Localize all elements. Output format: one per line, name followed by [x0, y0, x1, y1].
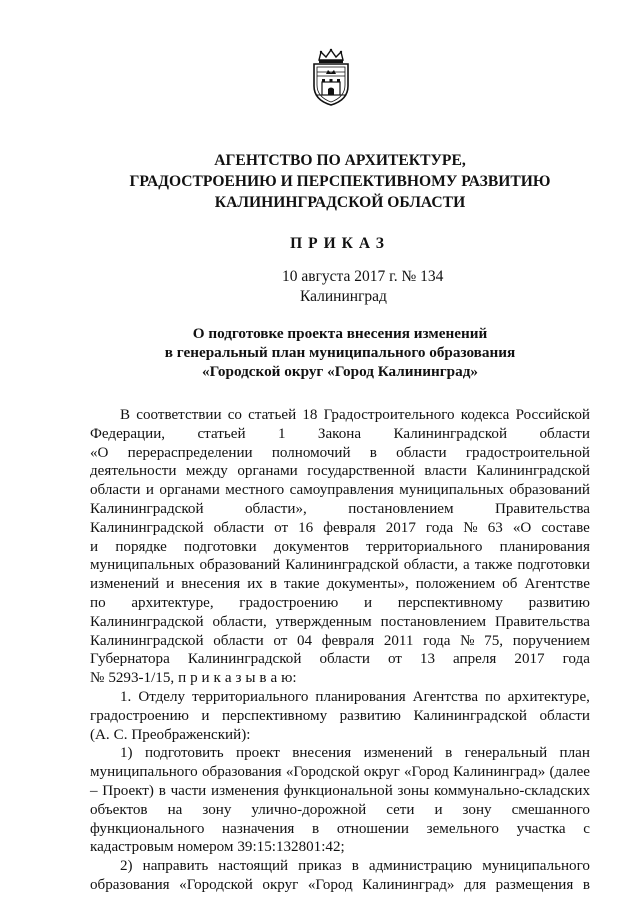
document-city: Калининград	[300, 288, 387, 305]
body-line: функционального назначения в отношении земельного участка с	[90, 820, 590, 837]
body-line: Калининградской области от 04 февраля 2011 года № 75, поручением	[90, 632, 590, 649]
body-line: Федерации, статьей 1 Закона Калининградской области	[90, 425, 590, 442]
body-line: (А. С. Преображенский):	[90, 726, 251, 743]
body-line: Калининградской области от 16 февраля 2017 года № 63 «О составе	[90, 519, 590, 536]
title-line: в генеральный план муниципального образования	[164, 344, 516, 361]
body-line: Калининградской области», постановлением Правительства	[90, 500, 590, 517]
agency-name	[90, 150, 590, 213]
body-line: изменений и внесения их в такие документы», положением об Агентстве	[90, 576, 590, 593]
body-line: 1. Отделу территориального планирования Агентства по архитектуре,	[120, 688, 590, 705]
agency-line: КАЛИНИНГРАДСКОЙ ОБЛАСТИ	[214, 194, 466, 211]
body-line: и порядке подготовки документов территориального планирования	[90, 538, 590, 555]
agency-line: АГЕНТСТВО ПО АРХИТЕКТУРЕ,	[214, 152, 466, 169]
body-line: деятельности между органами государственной власти Калининградской	[90, 463, 590, 480]
body-line: кадастровым номером 39:15:132801:42;	[90, 839, 345, 856]
kaliningrad-coat-of-arms-icon	[311, 48, 351, 106]
body-line: № 5293-1/15, п р и к а з ы в а ю:	[90, 670, 297, 687]
body-line: муниципальных образований Калининградской области, а также подготовки	[90, 557, 590, 574]
agency-line: ГРАДОСТРОЕНИЮ И ПЕРСПЕКТИВНОМУ РАЗВИТИЮ	[129, 173, 551, 190]
body-line: «О перераспределении полномочий в области градостроительной	[90, 444, 590, 461]
body-line: образования «Городской округ «Город Калининград» для размещения в	[90, 876, 590, 893]
document-body	[90, 406, 590, 895]
body-line: по архитектуре, градостроению и перспективному развитию	[90, 594, 590, 611]
body-line: Калининградской области, утвержденным постановлением Правительства	[90, 613, 590, 630]
body-line: Губернатора Калининградской области от 13 апреля 2017 года	[90, 651, 590, 668]
body-line: В соответствии со статьей 18 Градостроительного кодекса Российской	[120, 407, 590, 423]
body-line: 2) направить настоящий приказ в администрацию муниципального	[120, 858, 590, 875]
title-line: О подготовке проекта внесения изменений	[192, 325, 488, 342]
document-date-number: 10 августа 2017 г. № 134	[282, 268, 444, 285]
document-type: ПРИКАЗ	[290, 235, 390, 252]
title-line: «Городской округ «Город Калининград»	[202, 363, 478, 380]
body-line: области и органами местного самоуправления муниципальных образований	[90, 482, 590, 499]
body-line: 1) подготовить проект внесения изменений в генеральный план	[120, 745, 590, 762]
document-title	[90, 324, 590, 381]
body-line: объектов на зону улично-дорожной сети и зону смешанного	[90, 801, 590, 818]
body-line: – Проект) в части изменения функциональной зоны коммунально-складских	[90, 782, 590, 799]
body-line: муниципального образования «Городской округ «Город Калининград» (далее	[90, 764, 590, 781]
body-line: градостроению и перспективному развитию Калининградской области	[90, 707, 590, 724]
